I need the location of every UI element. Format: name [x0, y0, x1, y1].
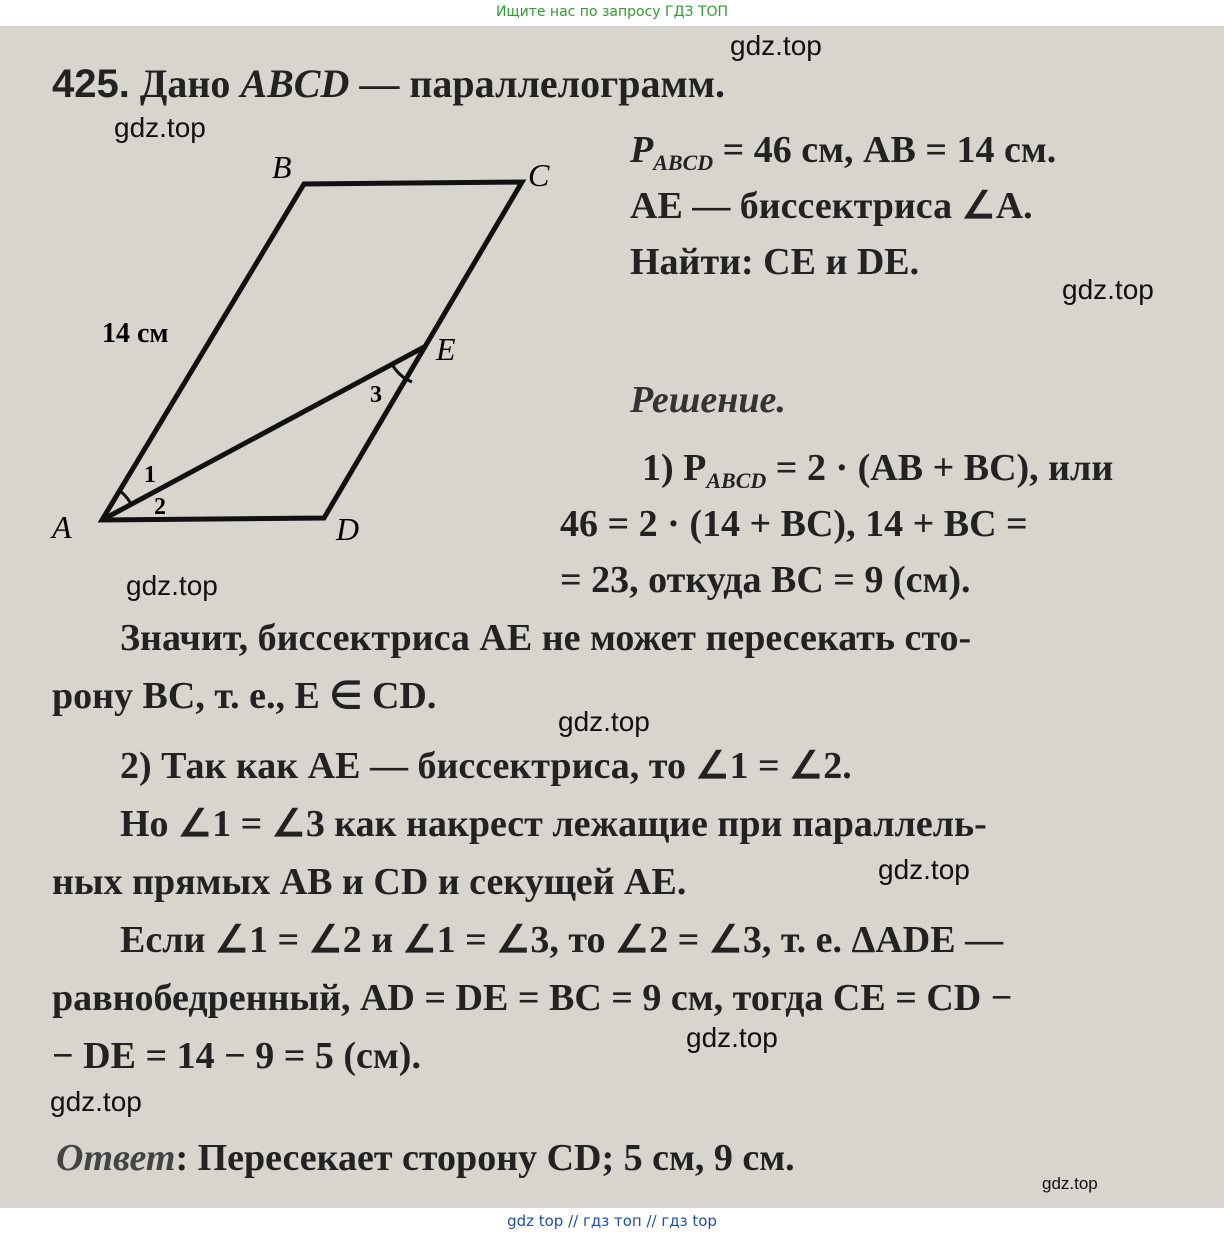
- parallelogram-abcd: [102, 182, 522, 520]
- answer-line: [56, 1138, 795, 1178]
- given-rest: — параллелограмм.: [359, 61, 725, 106]
- solution-line-8: ных прямых AB и CD и секущей AE.: [52, 861, 687, 903]
- vertex-label-d: D: [336, 511, 360, 547]
- watermark: gdz.top: [50, 1086, 142, 1117]
- answer-text: : Пересекает сторону CD; 5 см, 9 см.: [175, 1137, 795, 1179]
- watermark: gdz.top: [558, 706, 650, 737]
- solution-line-2: 46 = 2 · (14 + BC), 14 + BC =: [560, 503, 1028, 545]
- solution-line-10: равнобедренный, AD = DE = BC = 9 см, тогда CE = CD −: [52, 977, 1013, 1019]
- vertex-label-e: E: [436, 331, 456, 367]
- watermark: gdz.top: [114, 112, 206, 143]
- textbook-page: [0, 26, 1224, 1208]
- solution-line-9: Если ∠1 = ∠2 и ∠1 = ∠3, то ∠2 = ∠3, т. е. ΔADE —: [120, 919, 1004, 961]
- given-name: ABCD: [240, 61, 350, 106]
- condition-perimeter: $P_{ABCD} = 46$ см, AB = 14 см.: [630, 129, 1057, 175]
- watermark: gdz.top: [730, 30, 822, 61]
- angle-label-3: 3: [370, 382, 382, 408]
- solution-line-11: − DE = 14 − 9 = 5 (см).: [52, 1035, 421, 1077]
- problem-number: 425.: [52, 62, 130, 106]
- solution-line-5: рону BC, т. е., E ∈ CD.: [52, 675, 437, 717]
- watermark: gdz.top: [1062, 274, 1154, 305]
- watermark: gdz.top: [1042, 1174, 1098, 1193]
- watermark: gdz.top: [878, 854, 970, 885]
- bisector-ae: [102, 346, 426, 520]
- angle-label-2: 2: [154, 494, 166, 520]
- parallelogram-figure: [40, 146, 600, 576]
- problem-header: [52, 61, 725, 106]
- given-word: Дано: [139, 61, 231, 106]
- solution-line-3: = 23, откуда BC = 9 (см).: [560, 559, 971, 601]
- condition-find: Найти: CE и DE.: [630, 241, 920, 283]
- vertex-label-b: B: [272, 149, 292, 185]
- watermark: gdz.top: [126, 570, 218, 601]
- vertex-label-c: C: [528, 157, 550, 193]
- solution-line-4: Значит, биссектриса AE не может пересекать сто-: [120, 617, 972, 659]
- angle-label-1: 1: [144, 462, 156, 488]
- watermark: gdz.top: [686, 1022, 778, 1053]
- vertex-label-a: A: [52, 509, 72, 545]
- solution-line-7: Но ∠1 = ∠3 как накрест лежащие при параллель-: [120, 803, 987, 845]
- answer-label: Ответ: [56, 1137, 176, 1179]
- condition-bisector: AE — биссектриса ∠A.: [630, 185, 1033, 227]
- bottom-banner: gdz top // гдз топ // гдз top: [0, 1208, 1224, 1235]
- solution-line-6: 2) Так как AE — биссектриса, то ∠1 = ∠2.: [120, 745, 852, 787]
- solution-line-1: 1) $P_{ABCD} = 2 \cdot (AB + BC)$, или: [642, 447, 1114, 493]
- top-banner: Ищите нас по запросу ГДЗ ТОП: [0, 0, 1224, 26]
- solution-heading: Решение.: [630, 379, 786, 421]
- angle-arc-a: [120, 491, 132, 506]
- side-length-label: 14 см: [102, 318, 169, 349]
